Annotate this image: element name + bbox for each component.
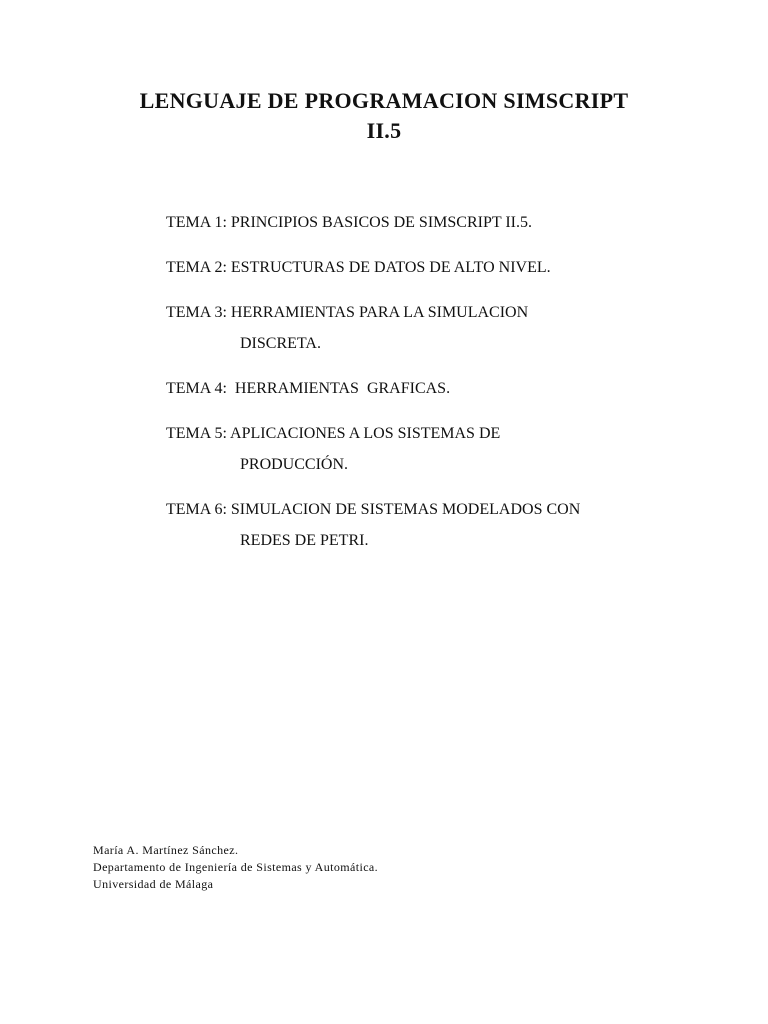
topic-3-heading: TEMA 3: HERRAMIENTAS PARA LA SIMULACION [166,304,529,321]
topic-4-heading: TEMA 4: HERRAMIENTAS GRAFICAS. [166,380,451,397]
topic-item-3 [166,297,726,359]
topic-6-continuation: REDES DE PETRI. [240,532,369,549]
topic-3-continuation: DISCRETA. [240,335,321,352]
topic-list [166,207,726,556]
author-department: Departamento de Ingeniería de Sistemas y Automática. [93,860,379,874]
title-line-1: LENGUAJE DE PROGRAMACION SIMSCRIPT [139,88,629,113]
topic-item-5 [166,418,726,480]
topic-5-heading: TEMA 5: APLICACIONES A LOS SISTEMAS DE [166,425,501,442]
topic-1-heading: TEMA 1: PRINCIPIOS BASICOS DE SIMSCRIPT II.5. [166,214,532,231]
document-title [0,86,768,146]
author-name: María A. Martínez Sánchez. [93,843,239,857]
author-university: Universidad de Málaga [93,877,214,891]
topic-item-1 [166,207,726,238]
topic-item-4 [166,373,726,404]
topic-item-6 [166,494,726,556]
topic-6-heading: TEMA 6: SIMULACION DE SISTEMAS MODELADOS CON [166,501,581,518]
author-footer [93,842,378,893]
topic-item-2 [166,252,726,283]
topic-2-heading: TEMA 2: ESTRUCTURAS DE DATOS DE ALTO NIVEL. [166,259,551,276]
title-line-2: II.5 [366,118,402,143]
topic-5-continuation: PRODUCCIÓN. [240,456,349,473]
